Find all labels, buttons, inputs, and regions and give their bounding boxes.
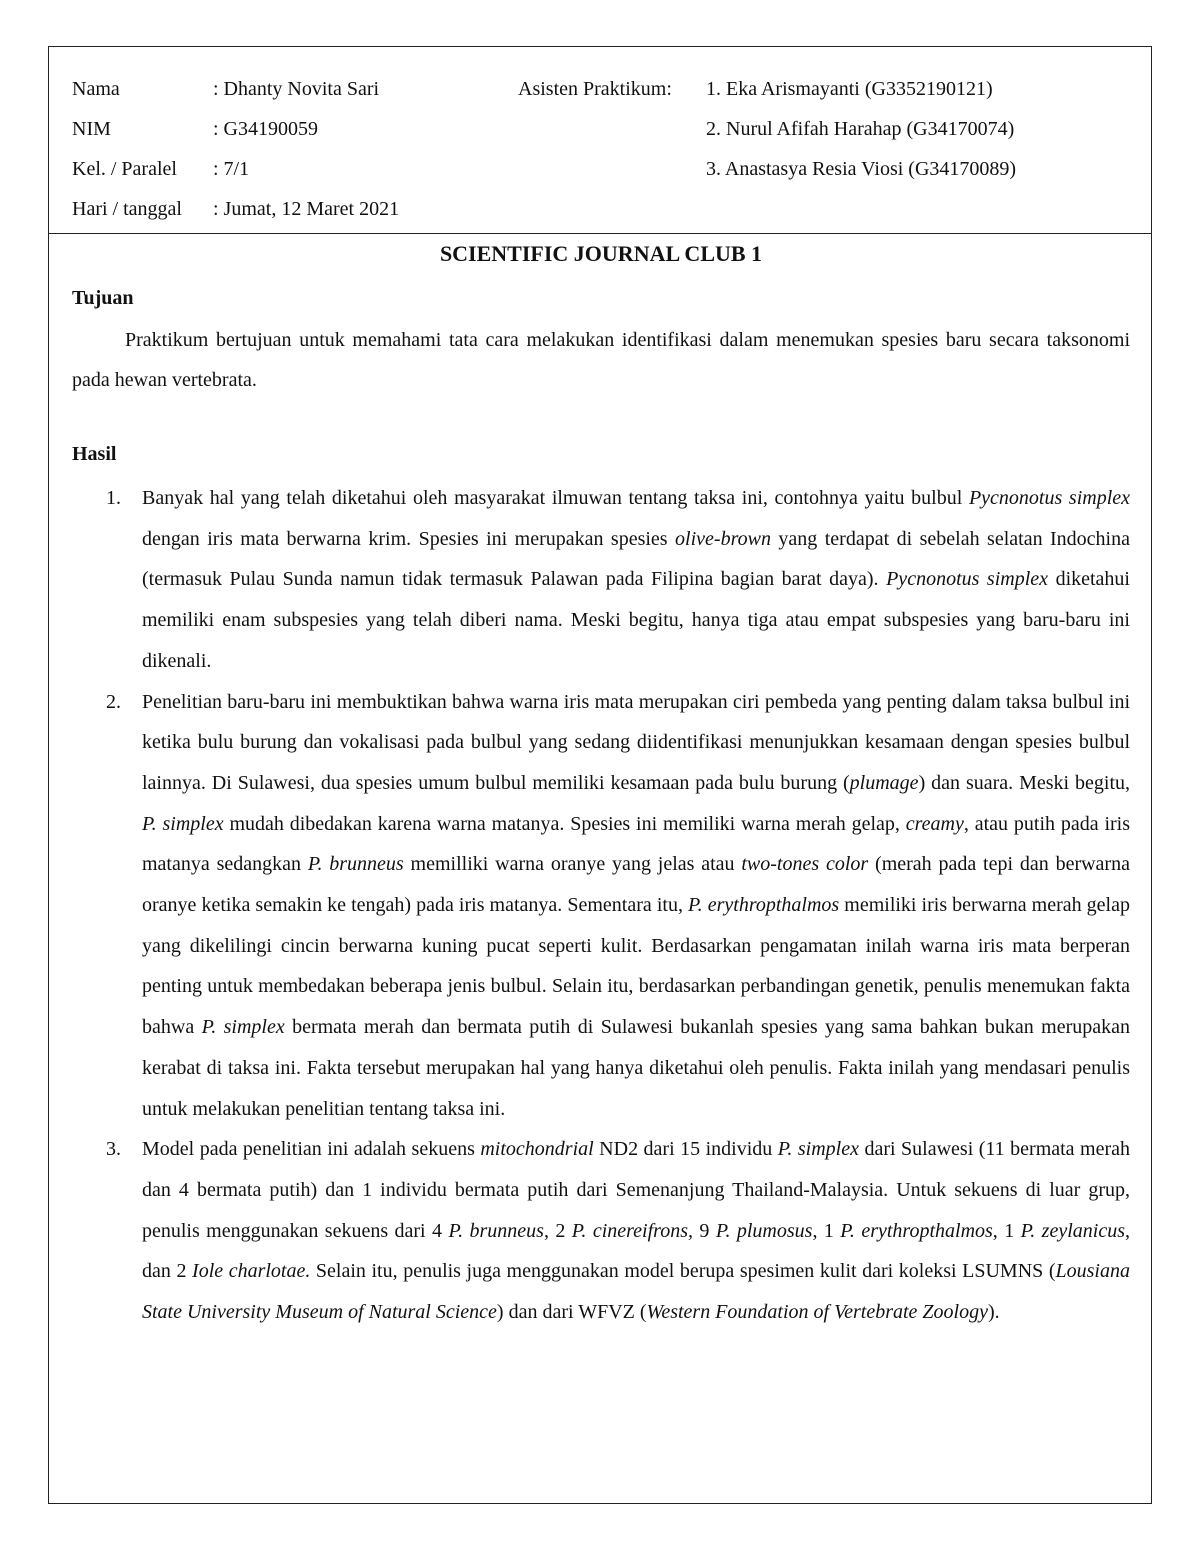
italic-term: mitochondrial [480,1138,594,1161]
text-run: bermata merah dan bermata putih di Sulawesi bukanlah spesies yang sama bahkan bukan merupakan kerabat di taksa ini. Fakta tersebut merupakan hal yang hanya diketahui oleh penulis. Fakta inilah yang mendasari penulis untuk melakukan penelitian tentang taksa ini. [142,1016,1130,1120]
document-title: SCIENTIFIC JOURNAL CLUB 1 [439,241,763,266]
tujuan-paragraph: Praktikum bertujuan untuk memahami tata cara melakukan identifikasi dalam menemukan spesies baru secara taksonomi pada hewan vertebrata. [72,329,1130,391]
text-run: ). [987,1301,1000,1324]
header-label: Hari / tanggal [72,198,182,220]
text-run: mudah dibedakan karena warna matanya. Spesies ini memiliki warna merah gelap, [223,812,906,835]
text-run: Selain itu, penulis juga menggunakan model berupa spesimen kulit dari koleksi LSUMNS ( [310,1260,1056,1283]
assistant-label: Asisten Praktikum: [518,78,672,100]
text-run: memilliki warna oranye yang jelas atau [403,853,742,876]
italic-term: P. simplex [201,1016,285,1039]
text-run: diketahui memiliki enam subspesies yang telah diberi nama. Meski begitu, hanya tiga atau empat subspesies yang baru-baru ini dikenali. [142,568,1130,672]
text-run: 9 [692,1219,716,1242]
header-value: : 7/1 [213,158,250,180]
result-text [142,682,1130,1130]
assistant-name: 2. Nurul Afifah Harahap (G34170074) [706,118,1015,140]
result-number: 1. [106,487,121,509]
header-label: Nama [72,78,120,100]
document-frame [48,46,1152,1504]
italic-term: two-tones color [741,853,869,876]
result-text [142,478,1130,682]
italic-term: Western Foundation of Vertebrate Zoology [646,1301,988,1324]
result-number: 3. [106,1138,121,1161]
italic-term: P. cinereifrons, [571,1219,693,1242]
italic-term: P. erythropthalmos [840,1219,993,1242]
italic-term: Pycnonotus simplex [886,568,1049,591]
text-run: , atau putih pada iris matanya sedangkan [142,812,1131,876]
italic-term: P. plumosus [715,1219,813,1242]
italic-term: P. zeylanicus [1020,1219,1125,1242]
document-body [72,234,1130,1333]
text-run: , dan 2 [142,1219,1130,1283]
header-label: NIM [72,118,111,140]
assistant-name: 3. Anastasya Resia Viosi (G34170089) [706,158,1017,180]
text-run: yang terdapat di sebelah selatan Indochina (termasuk Pulau Sunda namun tidak termasuk Palawan pada Filipina bagian barat daya). [142,527,1130,591]
header-value: : Jumat, 12 Maret 2021 [213,198,400,220]
italic-term: Iole charlotae. [192,1260,311,1283]
results-list [72,478,1130,1333]
text-run: Banyak hal yang telah diketahui oleh masyarakat ilmuwan tentang taksa ini, contohnya yaitu bulbul [142,487,969,509]
italic-term: creamy [905,812,964,835]
italic-term: Lousiana State University Museum of Natural Science [142,1260,1130,1324]
italic-term: P. simplex [142,812,224,835]
text-run: , 1 [812,1219,841,1242]
italic-term: olive-brown [675,527,771,550]
result-text [142,1129,1130,1333]
header-label: Kel. / Paralel [72,158,177,180]
italic-term: P. simplex [777,1138,859,1161]
assistant-name: 1. Eka Arismayanti (G3352190121) [706,78,993,100]
italic-term: Pycnonotus simplex [968,487,1131,509]
result-item [72,478,1130,682]
text-run: ND2 dari 15 individu [593,1138,778,1161]
result-item [72,1129,1130,1333]
italic-term: plumage [849,771,919,794]
text-run: ) dan suara. Meski begitu, [918,771,1130,794]
text-run: dengan iris mata berwarna krim. Spesies ini merupakan spesies [142,527,676,550]
text-run: dari Sulawesi (11 bermata merah dan 4 bermata putih) dan 1 individu bermata putih dari Semenanjung Thailand-Malaysia. Untuk sekuens di luar grup, penulis menggunakan sekuens dari 4 [142,1138,1131,1242]
result-item [72,682,1130,1130]
text-run: , 1 [992,1219,1021,1242]
result-number: 2. [106,690,121,713]
text-run: Penelitian baru-baru ini membuktikan bahwa warna iris mata merupakan ciri pembeda yang penting dalam taksa bulbul ini ketika bulu burung dan vokalisasi pada bulbul yang sedang diidentifikasi menunjukkan kesamaan dengan spesies bulbul lainnya. Di Sulawesi, dua spesies umum bulbul memiliki kesamaan pada bulu burung ( [142,690,1130,794]
header-value: : G34190059 [213,118,318,140]
text-run: memiliki iris berwarna merah gelap yang dikelilingi cincin berwarna kuning pucat seperti kulit. Berdasarkan pengamatan inilah warna iris mata berperan penting untuk membedakan beberapa jenis bulbul. Selain itu, berdasarkan perbandingan genetik, penulis menemukan fakta bahwa [142,894,1130,1039]
section-heading-tujuan: Tujuan [72,287,134,309]
italic-term: P. brunneus [307,853,404,876]
student-header [49,47,1151,234]
italic-term: P. erythropthalmos [688,894,840,917]
text-run: , 2 [543,1219,572,1242]
section-heading-hasil: Hasil [72,443,117,465]
text-run: (merah pada tepi dan berwarna oranye ketika semakin ke tengah) pada iris matanya. Sementara itu, [142,853,1130,917]
text-run: ) dan dari WFVZ ( [496,1301,647,1324]
italic-term: P. brunneus [448,1219,544,1242]
header-value: : Dhanty Novita Sari [213,78,380,100]
text-run: Model pada penelitian ini adalah sekuens [142,1138,481,1161]
